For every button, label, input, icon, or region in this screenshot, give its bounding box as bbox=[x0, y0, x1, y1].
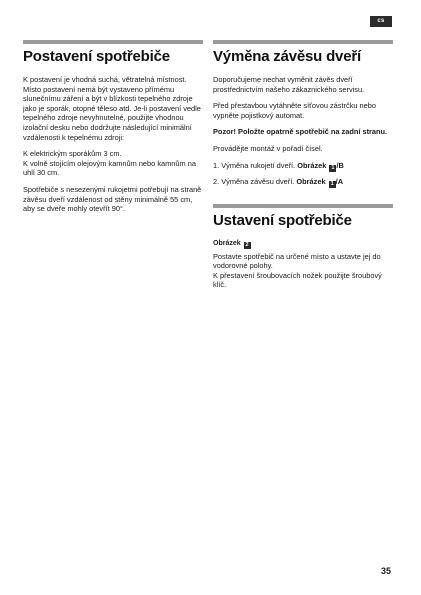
hinge-step-1 bbox=[213, 161, 393, 172]
section-rule bbox=[213, 40, 393, 44]
figure-number-badge: 2 bbox=[245, 241, 249, 248]
figure-number-badge: 1 bbox=[330, 180, 334, 187]
section-rule bbox=[23, 40, 203, 44]
hinge-paragraph-2: Před přestavbou vytáhněte síťovou zástrčku nebo vypněte pojistkový automat. bbox=[213, 101, 376, 120]
section-title-placement: Postavení spotřebiče bbox=[23, 48, 170, 65]
step-text: 2. Výměna závěsu dveří. bbox=[213, 176, 295, 186]
section-title-door-hinge: Výměna závěsu dveří bbox=[213, 48, 361, 65]
figure-label: Obrázek bbox=[296, 176, 326, 186]
section-rule bbox=[213, 204, 393, 208]
right-column bbox=[213, 40, 393, 297]
page-number: 35 bbox=[381, 566, 392, 576]
figure-label: Obrázek bbox=[213, 239, 241, 247]
figure-label: Obrázek bbox=[297, 160, 327, 170]
placement-paragraph-3: Spotřebiče s nesezenými rukojetmi potřebují na straně závěsu dveří vzdálenost od stěny minimálně 55 cm, aby se dveře mohly otevřít 90°. bbox=[23, 184, 202, 214]
hinge-paragraph-3: Provádějte montáž v pořadí čísel. bbox=[213, 143, 323, 153]
left-column bbox=[23, 40, 203, 221]
leveling-paragraph-1: Postavte spotřebič na určené místo a ustavte jej do vodorovné polohy. K přestavení šroubovacích nožek použijte šroubový klíč. bbox=[213, 251, 382, 290]
language-badge: cs bbox=[370, 16, 392, 27]
figure-suffix: /A bbox=[335, 176, 344, 186]
hinge-warning: Pozor! Položte opatrně spotřebič na zadní stranu. bbox=[213, 127, 388, 137]
placement-paragraph-2: K elektrickým sporákům 3 cm. K volně stojícím olejovým kamnům nebo kamnům na uhlí 30 cm. bbox=[23, 149, 196, 178]
hinge-step-2 bbox=[213, 177, 393, 188]
leveling-section bbox=[213, 204, 393, 290]
step-text: 1. Výměna rukojetí dveří. bbox=[213, 160, 296, 170]
section-title-leveling: Ustavení spotřebiče bbox=[213, 211, 352, 229]
placement-paragraph-1: K postavení je vhodná suchá, větratelná místnost. Místo postavení nemá být vystaveno přímému slunečnímu záření a být v blízkosti tepelného zdroje jako je sporák, otopné těleso atd. Je-li postavení vedle tepelného zdroje nevyhnutelné, použijte vhodnou izolační desku nebo dodržujte následující minimální vzdálenosti k tepelnému zdroji: bbox=[23, 75, 201, 142]
figure-number-badge: 1 bbox=[331, 164, 335, 171]
figure-suffix: /B bbox=[336, 160, 344, 170]
hinge-steps bbox=[213, 161, 393, 188]
leveling-figure-ref bbox=[213, 239, 393, 249]
hinge-paragraph-1: Doporučujeme nechat vyměnit závěs dveří prostřednictvím našeho zákaznického servisu. bbox=[213, 75, 365, 94]
